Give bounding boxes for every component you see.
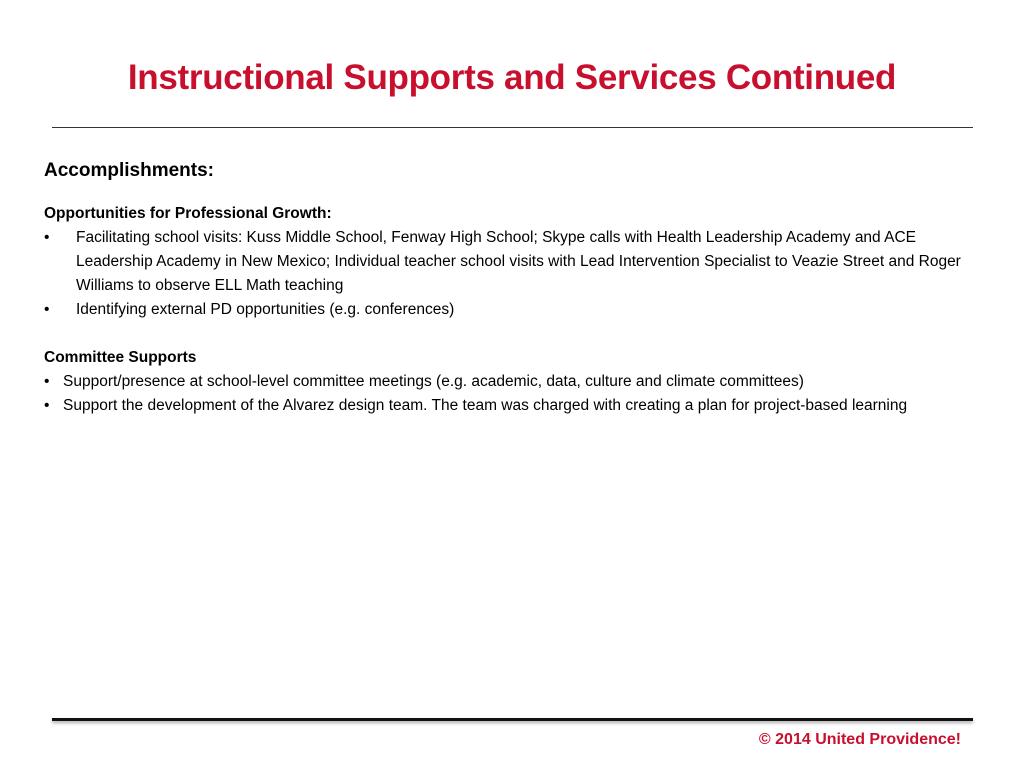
bullet-icon: • bbox=[44, 229, 50, 246]
list-item bbox=[44, 394, 984, 418]
bullet-icon: • bbox=[44, 397, 50, 414]
list-item-text: Facilitating school visits: Kuss Middle School, Fenway High School; Skype calls with Health Leadership Academy and ACE Leadership Academy in New Mexico; Individual teacher school visits with Lead Intervention Specialist to Veazie Street and Roger Williams to observe ELL Math teaching bbox=[76, 229, 961, 294]
list-item-text: Support/presence at school-level committee meetings (e.g. academic, data, culture and climate committees) bbox=[63, 373, 804, 390]
section-heading-professional-growth: Opportunities for Professional Growth: bbox=[44, 205, 332, 222]
bullet-icon: • bbox=[44, 301, 50, 318]
section-spacer bbox=[44, 322, 984, 346]
list-item-text: Identifying external PD opportunities (e.g. conferences) bbox=[76, 301, 455, 318]
slide-content bbox=[44, 160, 984, 418]
list-item bbox=[44, 370, 984, 394]
committee-supports-list bbox=[44, 370, 984, 418]
list-item-text: Support the development of the Alvarez design team. The team was charged with creating a plan for project-based learning bbox=[63, 397, 908, 414]
accomplishments-heading: Accomplishments: bbox=[44, 160, 214, 181]
footer-copyright: © 2014 United Providence! bbox=[758, 731, 961, 748]
list-item bbox=[44, 226, 984, 298]
section-heading-committee-supports: Committee Supports bbox=[44, 349, 197, 366]
slide-title: Instructional Supports and Services Continued bbox=[127, 58, 897, 97]
title-divider bbox=[52, 127, 973, 128]
footer-divider bbox=[52, 718, 973, 721]
list-item bbox=[44, 298, 984, 322]
bullet-icon: • bbox=[44, 373, 50, 390]
professional-growth-list bbox=[44, 226, 984, 322]
